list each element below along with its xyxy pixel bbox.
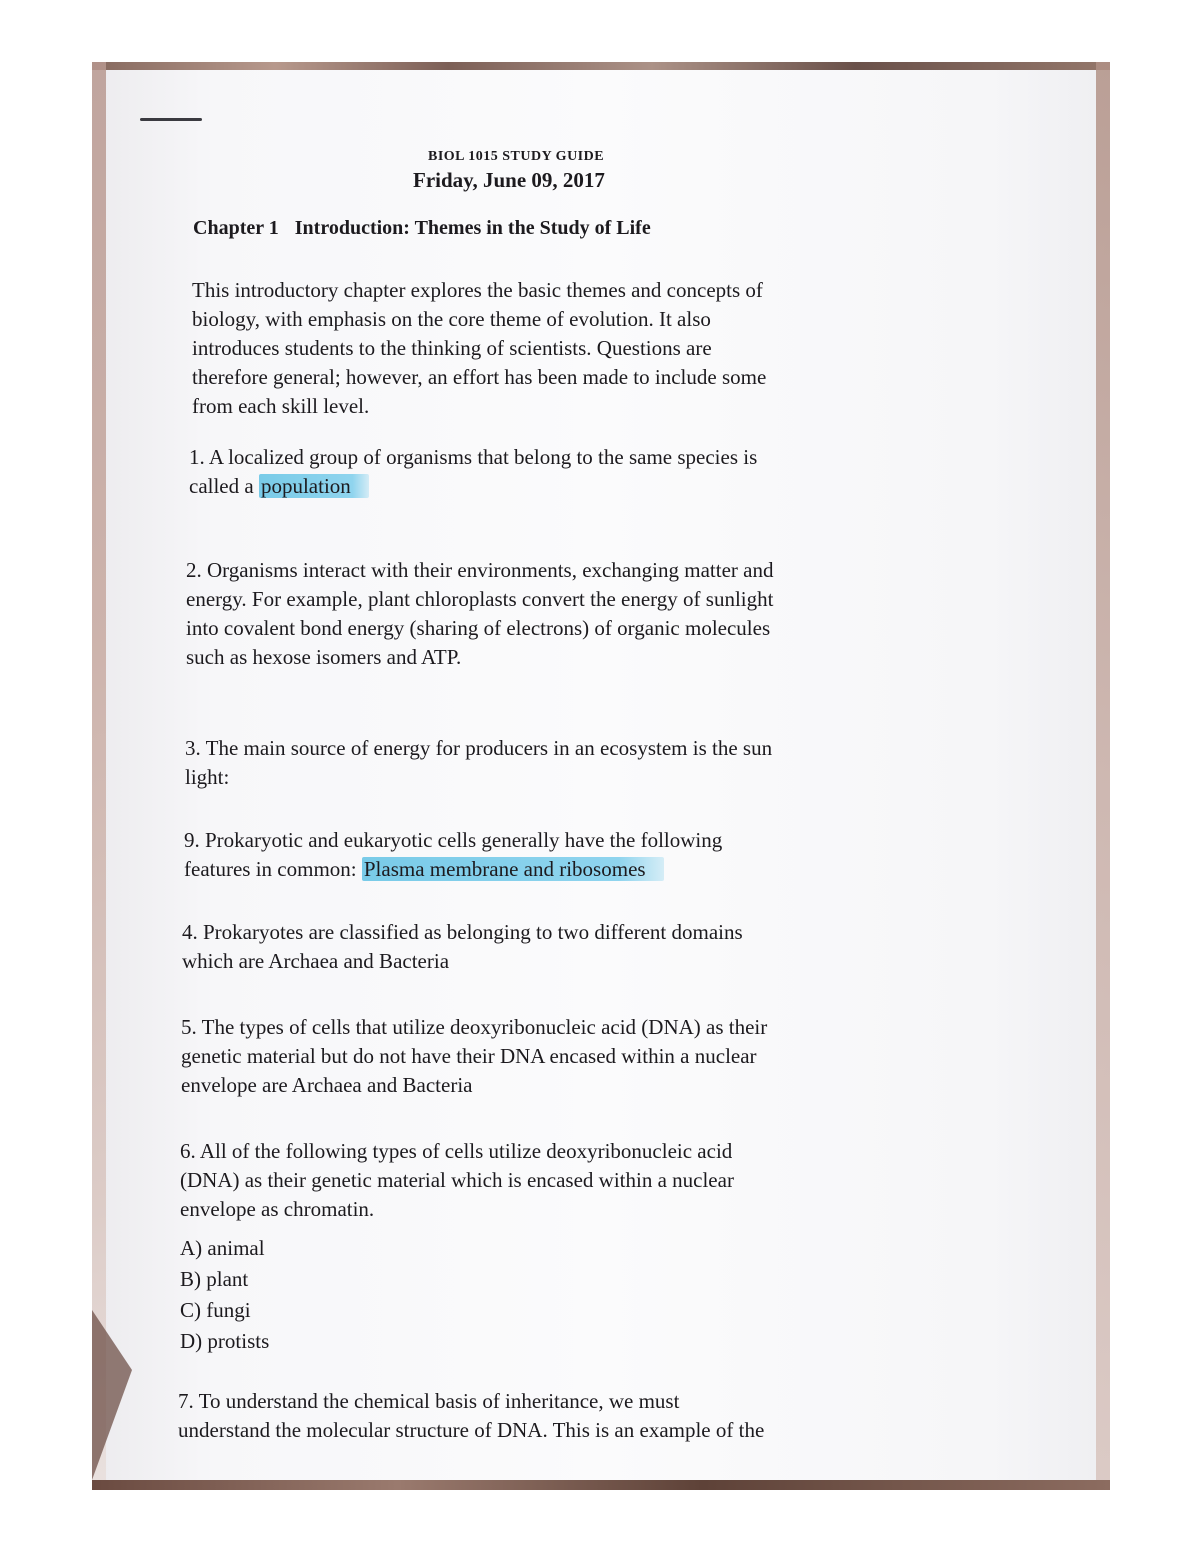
question-line: into covalent bond energy (sharing of electrons) of organic molecules (186, 616, 771, 640)
intro-line: from each skill level. (192, 394, 370, 418)
highlighted-answer: population (259, 474, 369, 498)
question-2 (186, 556, 773, 672)
question-line: envelope as chromatin. (180, 1197, 375, 1221)
folded-corner-shadow (92, 1310, 132, 1480)
question-line: 1. A localized group of organisms that belong to the same species is (189, 445, 758, 469)
chapter-title: Introduction: Themes in the Study of Life (294, 217, 651, 239)
question-line: understand the molecular structure of DNA. This is an example of the (178, 1418, 765, 1442)
question-line: 4. Prokaryotes are classified as belonging to two different domains (182, 920, 743, 944)
question-text: features in common: (184, 857, 362, 881)
intro-line: biology, with emphasis on the core theme of evolution. It also (192, 307, 711, 331)
highlighted-answer: Plasma membrane and ribosomes (362, 857, 664, 881)
question-6-options (180, 1233, 269, 1357)
paper-edge-left (92, 62, 106, 1490)
paper-edge-right (1096, 62, 1110, 1490)
question-3 (185, 734, 772, 792)
question-text: called a (189, 474, 259, 498)
question-line: which are Archaea and Bacteria (182, 949, 450, 973)
question-line: 5. The types of cells that utilize deoxyribonucleic acid (DNA) as their (181, 1015, 768, 1039)
question-line: 9. Prokaryotic and eukaryotic cells generally have the following (184, 828, 723, 852)
option-item: D) protists (180, 1329, 270, 1353)
chapter-heading (193, 218, 651, 238)
question-line (189, 472, 757, 501)
question-line: energy. For example, plant chloroplasts convert the energy of sunlight (186, 587, 774, 611)
intro-line: therefore general; however, an effort has been made to include some (192, 365, 767, 389)
question-7 (178, 1387, 764, 1445)
question-line: 2. Organisms interact with their environments, exchanging matter and (186, 558, 774, 582)
question-5 (181, 1013, 767, 1100)
question-line: genetic material but do not have their DNA encased within a nuclear (181, 1044, 757, 1068)
chapter-number: Chapter 1 (193, 217, 279, 239)
question-line: light: (185, 765, 230, 789)
question-line: such as hexose isomers and ATP. (186, 645, 462, 669)
document-date: Friday, June 09, 2017 (413, 168, 605, 192)
question-9 (184, 826, 722, 884)
pen-mark (140, 118, 202, 121)
question-line: 7. To understand the chemical basis of inheritance, we must (178, 1389, 680, 1413)
intro-line: introduces students to the thinking of scientists. Questions are (192, 336, 712, 360)
question-4 (182, 918, 743, 976)
intro-paragraph (192, 276, 766, 421)
question-6 (180, 1137, 734, 1224)
option-item: B) plant (180, 1267, 249, 1291)
question-1 (189, 443, 757, 501)
question-line: (DNA) as their genetic material which is encased within a nuclear (180, 1168, 734, 1192)
option-item: C) fungi (180, 1298, 251, 1322)
paper-edge-bottom (92, 1480, 1110, 1490)
option-item: A) animal (180, 1236, 265, 1260)
question-line: envelope are Archaea and Bacteria (181, 1073, 473, 1097)
intro-line: This introductory chapter explores the basic themes and concepts of (192, 278, 763, 302)
paper-edge-top (92, 62, 1110, 70)
question-line: 6. All of the following types of cells utilize deoxyribonucleic acid (180, 1139, 733, 1163)
course-title: BIOL 1015 STUDY GUIDE (428, 149, 605, 164)
question-line: 3. The main source of energy for producers in an ecosystem is the sun (185, 736, 773, 760)
question-line (184, 855, 722, 884)
